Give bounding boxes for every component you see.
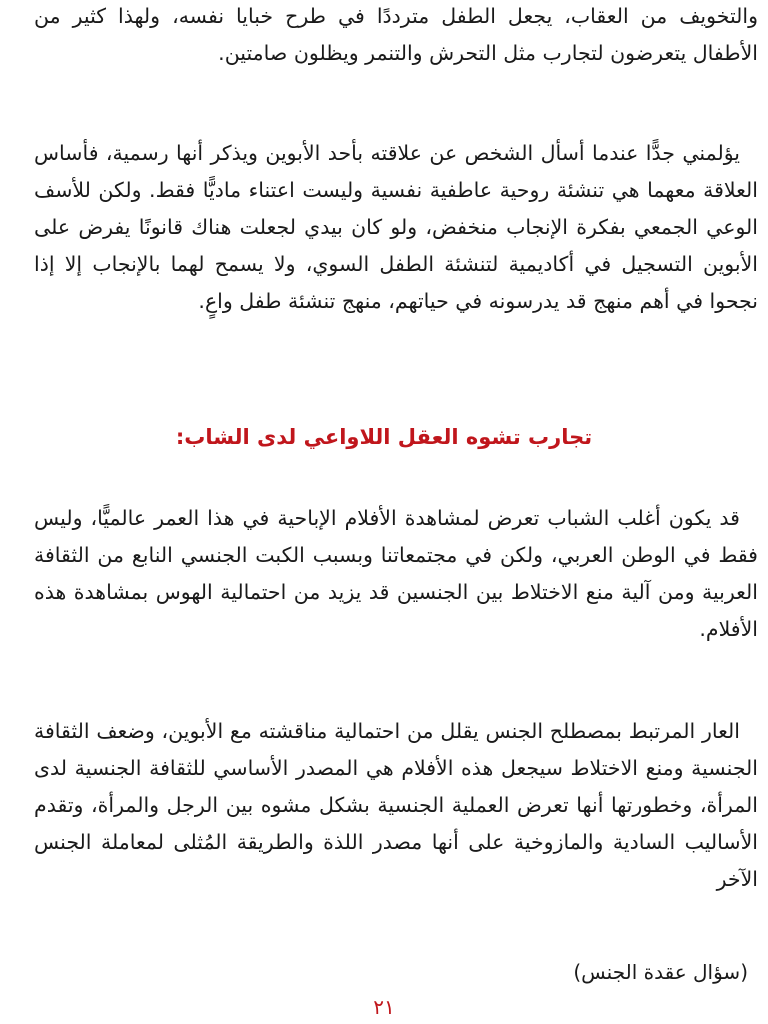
paragraph-youth-films: قد يكون أغلب الشباب تعرض لمشاهدة الأفلام الإباحية في هذا العمر عالميًّا، وليس فقط في الوطن العربي، ولكن في مجتمعاتنا وبسبب الكبت الجنسي النابع من الثقافة العربية ومن آلية منع الاختلاط بين الجنسين قد يزيد من احتمالية الهوس بمشاهدة هذه الأفلام.	[34, 506, 758, 641]
paragraph-parents-relationship: يؤلمني جدًّا عندما أسأل الشخص عن علاقته بأحد الأبوين ويذكر أنها رسمية، فأساس العلاقة معهما هي تنشئة روحية عاطفية نفسية وليست اعتناء ماديًّا فقط. ولكن للأسف الوعي الجمعي بفكرة الإنجاب منخفض، ولو كان بيدي لجعلت هناك قانونًا يفرض على الأبوين التسجيل في أكاديمية لتنشئة الطفل السوي، ولا يسمح لهما بالإنجاب إلا إذا نجحوا في أهم منهج قد يدرسونه في حياتهم، منهج تنشئة طفل واعٍ.	[34, 141, 758, 313]
paragraph-continuation: والتخويف من العقاب، يجعل الطفل مترددًا في طرح خبايا نفسه، ولهذا كثير من الأطفال يتعرضون لتجارب مثل التحرش والتنمر ويظلون صامتين.	[34, 4, 758, 65]
page-number: ٢١	[373, 995, 395, 1019]
source-note: (سؤال عقدة الجنس)	[573, 960, 748, 984]
section-heading: تجارب تشوه العقل اللاواعي لدى الشاب:	[175, 425, 593, 449]
paragraph-shame-culture: العار المرتبط بمصطلح الجنس يقلل من احتمالية مناقشته مع الأبوين، وضعف الثقافة الجنسية ومنع الاختلاط سيجعل هذه الأفلام هي المصدر الأساسي للثقافة الجنسية لدى المرأة، وخطورتها أنها تعرض العملية الجنسية بشكل مشوه بين الرجل والمرأة، وتقدم الأساليب السادية والمازوخية على أنها مصدر اللذة والطريقة المُثلى لمعاملة الجنس الآخر	[34, 719, 758, 891]
